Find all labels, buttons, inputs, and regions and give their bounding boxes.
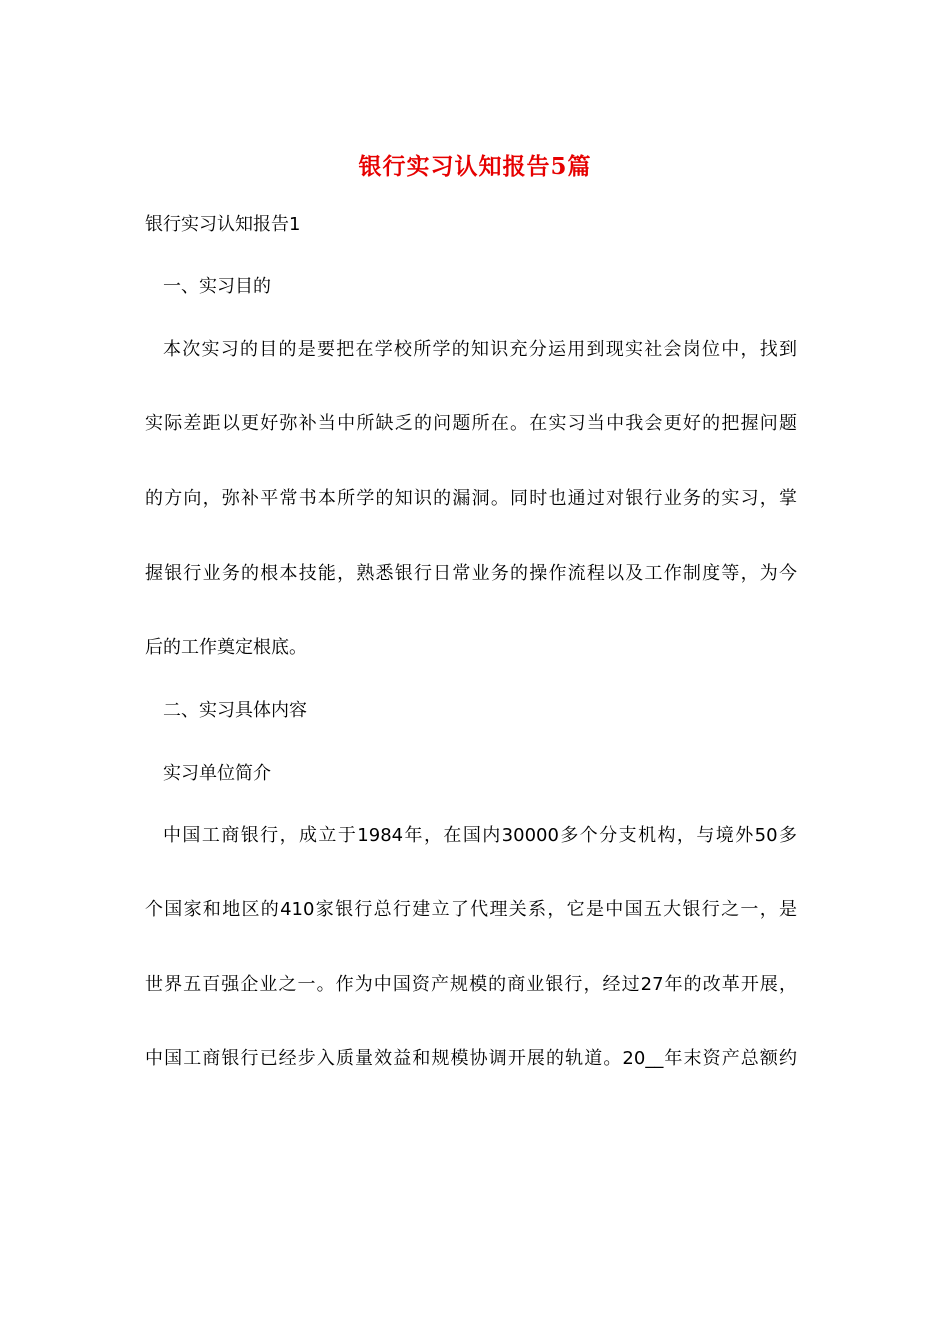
paragraph-line: 后的工作奠定根底。 bbox=[145, 637, 307, 658]
paragraph-line: 中国工商银行已经步入质量效益和规模协调开展的轨道。20__年末资产总额约 bbox=[145, 1048, 797, 1069]
subsection-heading: 一、实习目的 bbox=[163, 276, 271, 297]
section-heading: 银行实习认知报告1 bbox=[145, 214, 301, 235]
document-title: 银行实习认知报告5篇 bbox=[358, 153, 592, 180]
paragraph-line: 的方向，弥补平常书本所学的知识的漏洞。同时也通过对银行业务的实习，掌 bbox=[145, 488, 797, 509]
paragraph-line: 个国家和地区的410家银行总行建立了代理关系，它是中国五大银行之一，是 bbox=[145, 899, 797, 920]
paragraph-line: 握银行业务的根本技能，熟悉银行日常业务的操作流程以及工作制度等，为今 bbox=[145, 563, 797, 584]
paragraph-line: 世界五百强企业之一。作为中国资产规模的商业银行，经过27年的改革开展， bbox=[145, 974, 797, 995]
subsection-heading: 二、实习具体内容 bbox=[163, 700, 307, 721]
paragraph-line: 本次实习的目的是要把在学校所学的知识充分运用到现实社会岗位中，找到 bbox=[163, 339, 797, 360]
paragraph-line: 实际差距以更好弥补当中所缺乏的问题所在。在实习当中我会更好的把握问题 bbox=[145, 413, 797, 434]
subsection-heading: 实习单位简介 bbox=[163, 763, 271, 784]
paragraph-line: 中国工商银行，成立于1984年，在国内30000多个分支机构，与境外50多 bbox=[163, 825, 797, 846]
